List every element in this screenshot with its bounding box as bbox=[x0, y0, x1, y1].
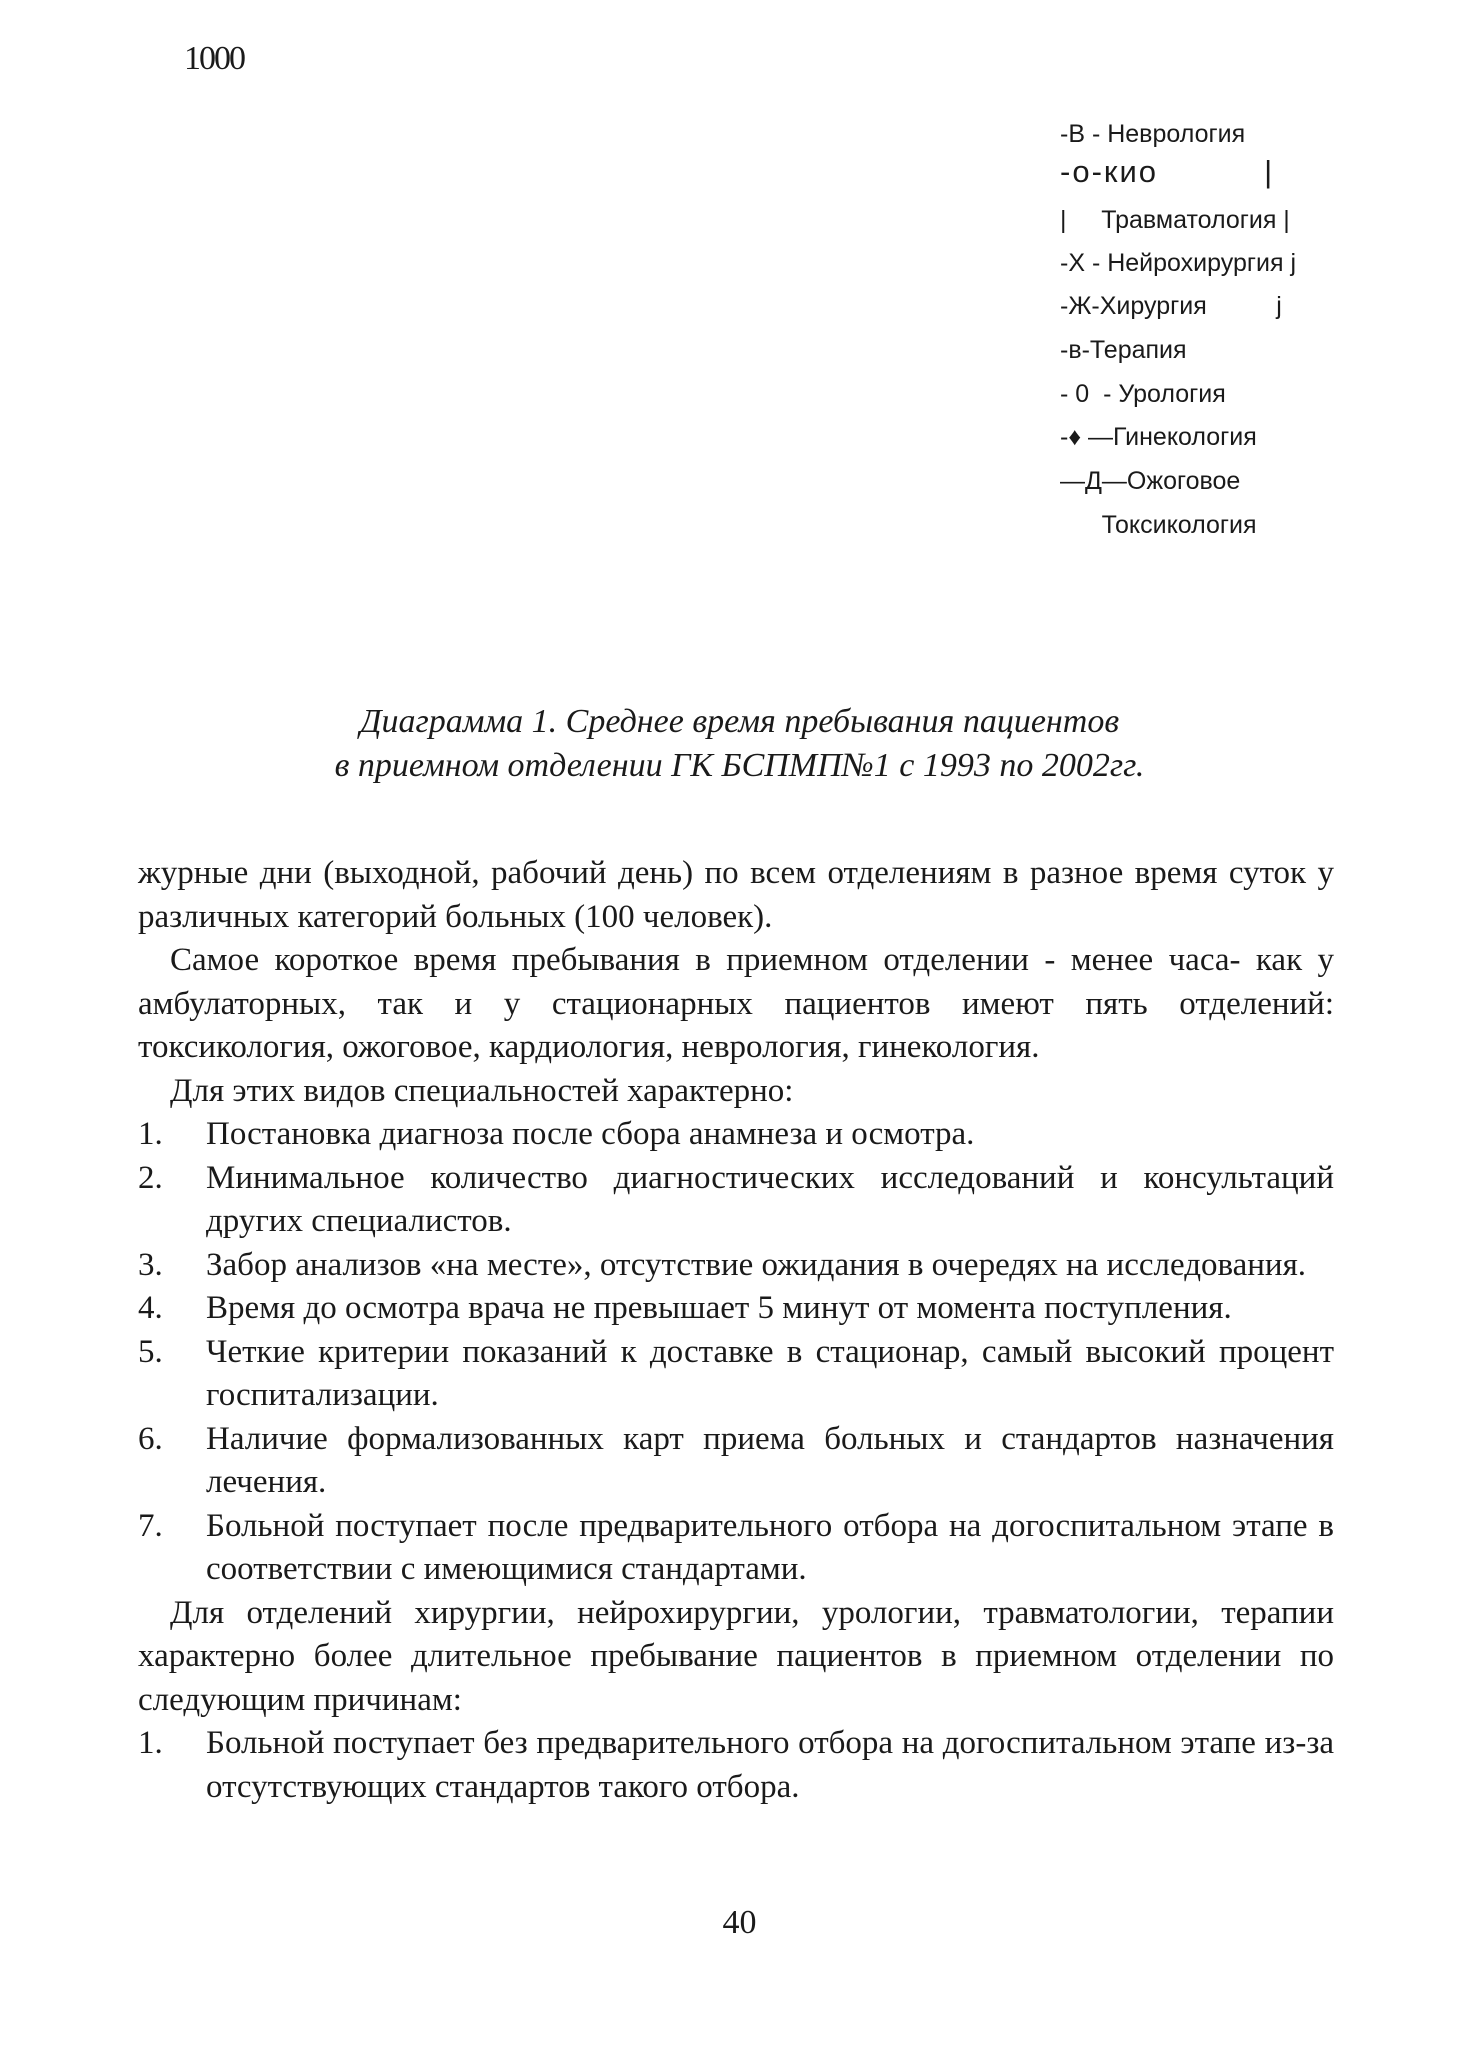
list-item-text: Больной поступает после предварительного отбора на догоспитальном этапе в соответствии с имеющимися стандартами. bbox=[206, 1507, 1334, 1587]
legend-item-kio: -о-кио | bbox=[1060, 154, 1275, 189]
legend-item-therapy: -в-Терапия bbox=[1060, 336, 1187, 364]
list-item bbox=[138, 1505, 1334, 1592]
list-number: 1. bbox=[138, 1725, 163, 1761]
legend-item-surgery: -Ж-Хирургия j bbox=[1060, 292, 1282, 320]
paragraph-1: журные дни (выходной, рабочий день) по всем отделениям в разное время суток у различных категорий больных (100 человек). bbox=[138, 855, 1334, 935]
body-text bbox=[138, 852, 1334, 1809]
legend-item-traumatology: | Травматология | bbox=[1060, 206, 1290, 234]
page-number: 40 bbox=[722, 1904, 757, 1941]
numbered-list-2 bbox=[138, 1722, 1334, 1809]
list-item-text: Минимальное количество диагностических исследований и консультаций других специалистов. bbox=[206, 1159, 1334, 1239]
list-number: 5. bbox=[138, 1333, 163, 1370]
list-item-text: Постановка диагноза после сбора анамнеза и осмотра. bbox=[206, 1116, 975, 1152]
legend-item-urology: - 0 - Урология bbox=[1060, 380, 1226, 408]
list-item-text: Четкие критерии показаний к доставке в стационар, самый высокий процент госпитализации. bbox=[206, 1333, 1334, 1413]
list-item-text: Время до осмотра врача не превышает 5 минут от момента поступления. bbox=[206, 1290, 1232, 1326]
list-number: 6. bbox=[138, 1420, 163, 1457]
list-item bbox=[138, 1113, 1334, 1157]
diagram-caption bbox=[0, 700, 1479, 788]
list-item bbox=[138, 1418, 1334, 1505]
caption-line-2: в приемном отделении ГК БСПМП№1 с 1993 по 2002гг. bbox=[334, 747, 1145, 784]
legend-item-gynecology: -♦ —Гинекология bbox=[1060, 423, 1257, 451]
list-number: 1. bbox=[138, 1116, 163, 1152]
list-number: 7. bbox=[138, 1507, 163, 1544]
list-item bbox=[138, 1722, 1334, 1809]
paragraph-2: Самое короткое время пребывания в приемном отделении - менее часа- как у амбулаторных, так и у стационарных пациентов имеют пять отделений: токсикология, ожоговое, кардиология, неврология, гинекология. bbox=[138, 942, 1334, 1065]
list-item-text: Наличие формализованных карт приема больных и стандартов назначения лечения. bbox=[206, 1420, 1334, 1500]
list-item bbox=[138, 1244, 1334, 1288]
list-number: 2. bbox=[138, 1159, 163, 1196]
caption-line-1: Диаграмма 1. Среднее время пребывания пациентов bbox=[359, 703, 1120, 740]
legend-item-neurosurgery: -Х - Нейрохирургия j bbox=[1060, 249, 1296, 277]
paragraph-4: Для отделений хирургии, нейрохирургии, урологии, травматологии, терапии характерно более длительное пребывание пациентов в приемном отделении по следующим причинам: bbox=[138, 1594, 1334, 1718]
list-item-text: Больной поступает без предварительного отбора на догоспитальном этапе из-за отсутствующих стандартов такого отбора. bbox=[206, 1725, 1334, 1805]
legend-item-neurology: -В - Неврология bbox=[1060, 120, 1246, 148]
list-item bbox=[138, 1287, 1334, 1331]
chart-axis-value: 1000 bbox=[184, 40, 244, 77]
list-item-text: Забор анализов «на месте», отсутствие ожидания в очередях на исследования. bbox=[206, 1246, 1307, 1283]
list-number: 4. bbox=[138, 1290, 163, 1326]
list-item bbox=[138, 1331, 1334, 1418]
legend-item-burns: —Д—Ожоговое bbox=[1060, 467, 1241, 495]
list-number: 3. bbox=[138, 1246, 163, 1283]
list-item bbox=[138, 1157, 1334, 1244]
legend-item-toxicology: Токсикология bbox=[1060, 511, 1257, 539]
numbered-list-1 bbox=[138, 1113, 1334, 1592]
paragraph-3: Для этих видов специальностей характерно: bbox=[170, 1072, 794, 1109]
